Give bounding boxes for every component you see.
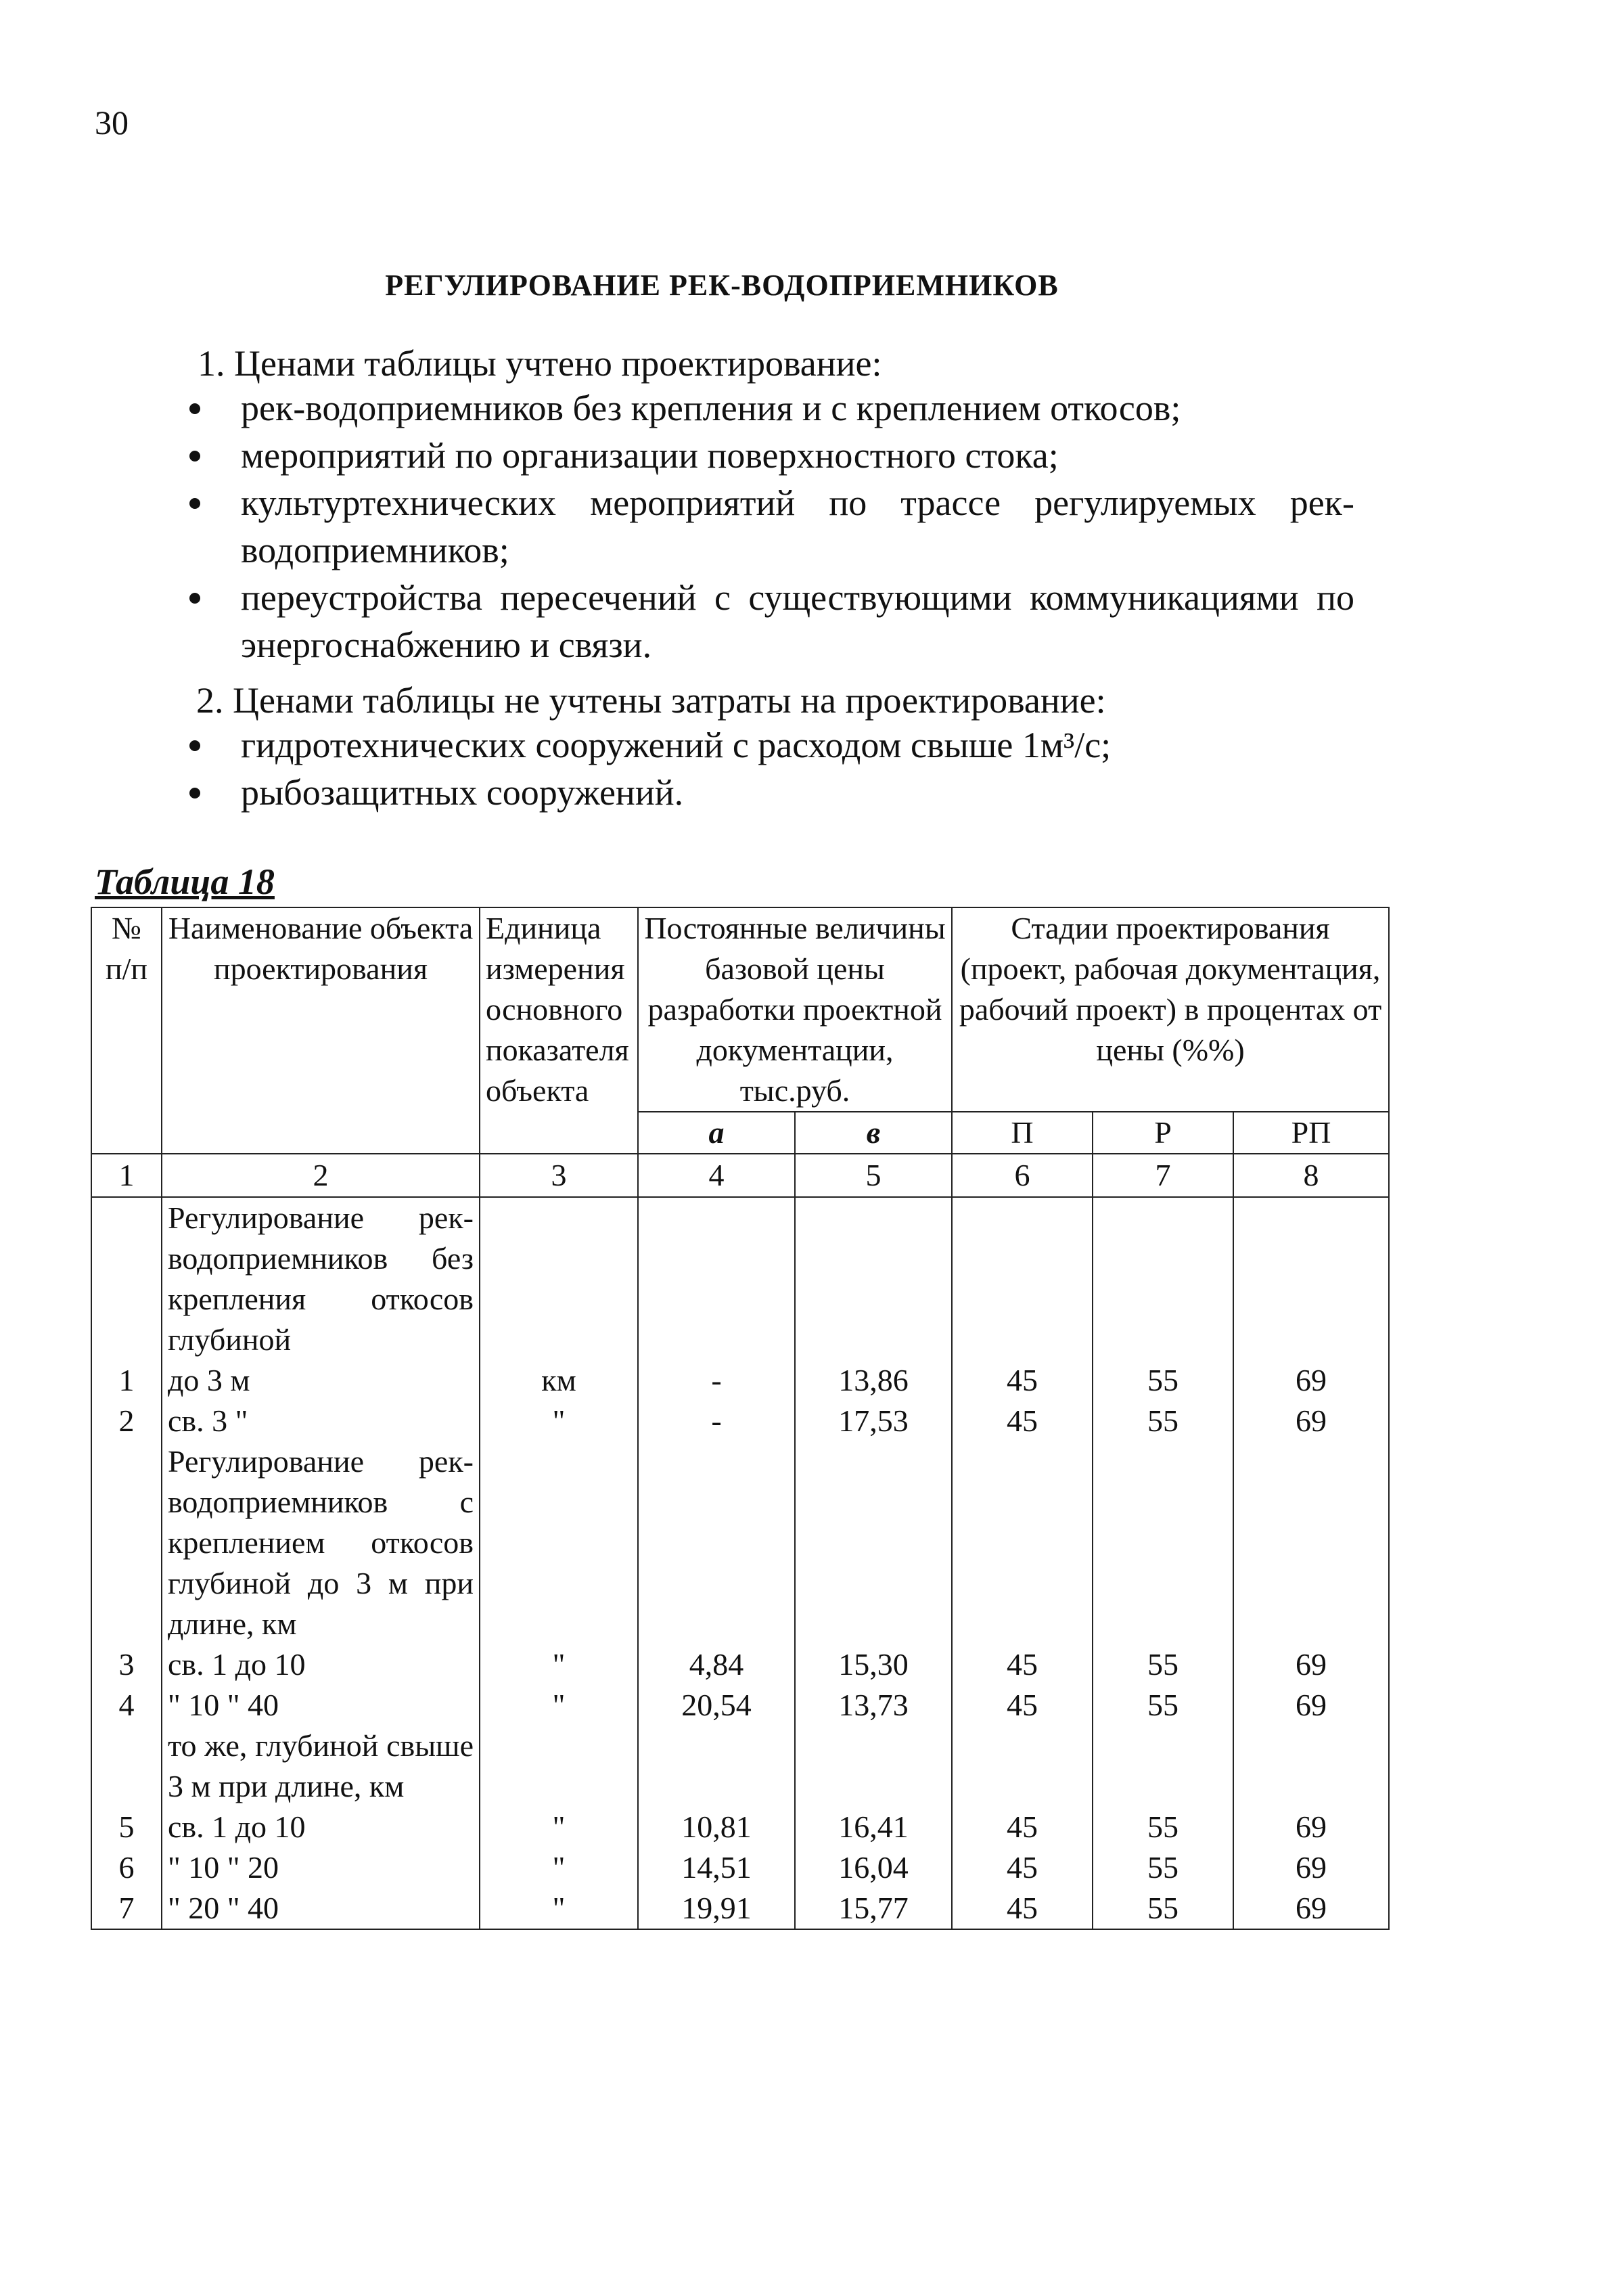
header-constants: Постоянные величины базовой цены разработки проектной документации, тыс.руб. xyxy=(638,907,952,1112)
header-name: Наименование объекта проектирования xyxy=(162,907,480,1154)
row-r: 55 xyxy=(1093,1644,1233,1685)
group-heading: то же, глубиной свыше 3 м при длине, км xyxy=(162,1726,480,1807)
row-b: 13,73 xyxy=(795,1685,952,1726)
list-item: переустройства пересечений с существующими коммуникациями по энергоснабжению и связи. xyxy=(177,574,1354,669)
row-b: 15,77 xyxy=(795,1888,952,1929)
group-heading-row xyxy=(91,1441,1389,1644)
row-num: 4 xyxy=(91,1685,162,1726)
row-r: 55 xyxy=(1093,1360,1233,1401)
row-p: 45 xyxy=(952,1847,1093,1888)
row-num: 6 xyxy=(91,1847,162,1888)
row-a: 19,91 xyxy=(638,1888,795,1929)
table-row xyxy=(91,1644,1389,1685)
list-item: культуртехнических мероприятий по трассе регулируемых рек-водоприемников; xyxy=(177,479,1354,574)
row-b: 17,53 xyxy=(795,1401,952,1441)
column-number: 6 xyxy=(952,1154,1093,1197)
row-r: 55 xyxy=(1093,1847,1233,1888)
row-r: 55 xyxy=(1093,1401,1233,1441)
row-b: 15,30 xyxy=(795,1644,952,1685)
row-name: св. 3 " xyxy=(162,1401,480,1441)
row-a: 14,51 xyxy=(638,1847,795,1888)
row-rp: 69 xyxy=(1233,1360,1389,1401)
row-a: 4,84 xyxy=(638,1644,795,1685)
list-item: гидротехнических сооружений с расходом свыше 1м³/с; xyxy=(177,721,1354,769)
row-name: св. 1 до 10 xyxy=(162,1807,480,1847)
group-heading-row xyxy=(91,1726,1389,1807)
row-p: 45 xyxy=(952,1401,1093,1441)
table-row xyxy=(91,1888,1389,1929)
row-rp: 69 xyxy=(1233,1847,1389,1888)
list-item: рыбозащитных сооружений. xyxy=(177,769,1354,816)
note-2-list xyxy=(177,721,1354,816)
row-b: 13,86 xyxy=(795,1360,952,1401)
note-1-heading: 1. Ценами таблицы учтено проектирование: xyxy=(198,343,882,384)
table-row xyxy=(91,1685,1389,1726)
note-2-heading: 2. Ценами таблицы не учтены затраты на проектирование: xyxy=(196,680,1106,721)
row-p: 45 xyxy=(952,1644,1093,1685)
column-number: 5 xyxy=(795,1154,952,1197)
row-p: 45 xyxy=(952,1360,1093,1401)
header-stages: Стадии проектирования (проект, рабочая документация, рабочий проект) в процентах от цены (%%) xyxy=(952,907,1389,1112)
group-heading: Регулирование рек-водоприемников без крепления откосов глубиной xyxy=(162,1197,480,1360)
row-a: - xyxy=(638,1360,795,1401)
column-number: 1 xyxy=(91,1154,162,1197)
column-number: 4 xyxy=(638,1154,795,1197)
section-title: РЕГУЛИРОВАНИЕ РЕК-ВОДОПРИЕМНИКОВ xyxy=(385,269,1059,302)
row-unit: " xyxy=(480,1401,638,1441)
row-b: 16,04 xyxy=(795,1847,952,1888)
row-name: до 3 м xyxy=(162,1360,480,1401)
column-number: 3 xyxy=(480,1154,638,1197)
column-number: 8 xyxy=(1233,1154,1389,1197)
header-a: а xyxy=(638,1112,795,1154)
price-table-container xyxy=(91,907,1390,1930)
row-num: 7 xyxy=(91,1888,162,1929)
page-number: 30 xyxy=(95,104,129,141)
table-row xyxy=(91,1401,1389,1441)
row-name: св. 1 до 10 xyxy=(162,1644,480,1685)
header-rp: РП xyxy=(1233,1112,1389,1154)
row-r: 55 xyxy=(1093,1888,1233,1929)
row-num: 3 xyxy=(91,1644,162,1685)
row-p: 45 xyxy=(952,1888,1093,1929)
row-r: 55 xyxy=(1093,1685,1233,1726)
table-row xyxy=(91,1847,1389,1888)
header-b: в xyxy=(795,1112,952,1154)
row-b: 16,41 xyxy=(795,1807,952,1847)
row-p: 45 xyxy=(952,1685,1093,1726)
row-rp: 69 xyxy=(1233,1685,1389,1726)
header-p: П xyxy=(952,1112,1093,1154)
row-rp: 69 xyxy=(1233,1401,1389,1441)
column-number-row xyxy=(91,1154,1389,1197)
row-unit: " xyxy=(480,1644,638,1685)
column-number: 7 xyxy=(1093,1154,1233,1197)
row-unit: км xyxy=(480,1360,638,1401)
row-a: 10,81 xyxy=(638,1807,795,1847)
row-num: 5 xyxy=(91,1807,162,1847)
row-name: " 20 " 40 xyxy=(162,1888,480,1929)
group-heading: Регулирование рек-водоприемников с креплением откосов глубиной до 3 м при длине, км xyxy=(162,1441,480,1644)
header-unit: Единица измерения основного показателя объекта xyxy=(480,907,638,1154)
group-heading-row xyxy=(91,1197,1389,1360)
header-r: Р xyxy=(1093,1112,1233,1154)
table-caption: Таблица 18 xyxy=(95,861,275,902)
row-rp: 69 xyxy=(1233,1888,1389,1929)
table-row xyxy=(91,1360,1389,1401)
list-item: мероприятий по организации поверхностного стока; xyxy=(177,432,1354,479)
table-row xyxy=(91,1807,1389,1847)
row-a: 20,54 xyxy=(638,1685,795,1726)
list-item: рек-водоприемников без крепления и с креплением откосов; xyxy=(177,384,1354,432)
price-table xyxy=(91,907,1390,1930)
row-rp: 69 xyxy=(1233,1807,1389,1847)
row-unit: " xyxy=(480,1685,638,1726)
column-number: 2 xyxy=(162,1154,480,1197)
row-name: " 10 " 40 xyxy=(162,1685,480,1726)
row-r: 55 xyxy=(1093,1807,1233,1847)
row-num: 1 xyxy=(91,1360,162,1401)
row-rp: 69 xyxy=(1233,1644,1389,1685)
row-num: 2 xyxy=(91,1401,162,1441)
row-unit: " xyxy=(480,1888,638,1929)
row-unit: " xyxy=(480,1807,638,1847)
row-unit: " xyxy=(480,1847,638,1888)
row-a: - xyxy=(638,1401,795,1441)
note-1-list xyxy=(177,384,1354,669)
header-num: № п/п xyxy=(91,907,162,1154)
row-name: " 10 " 20 xyxy=(162,1847,480,1888)
row-p: 45 xyxy=(952,1807,1093,1847)
